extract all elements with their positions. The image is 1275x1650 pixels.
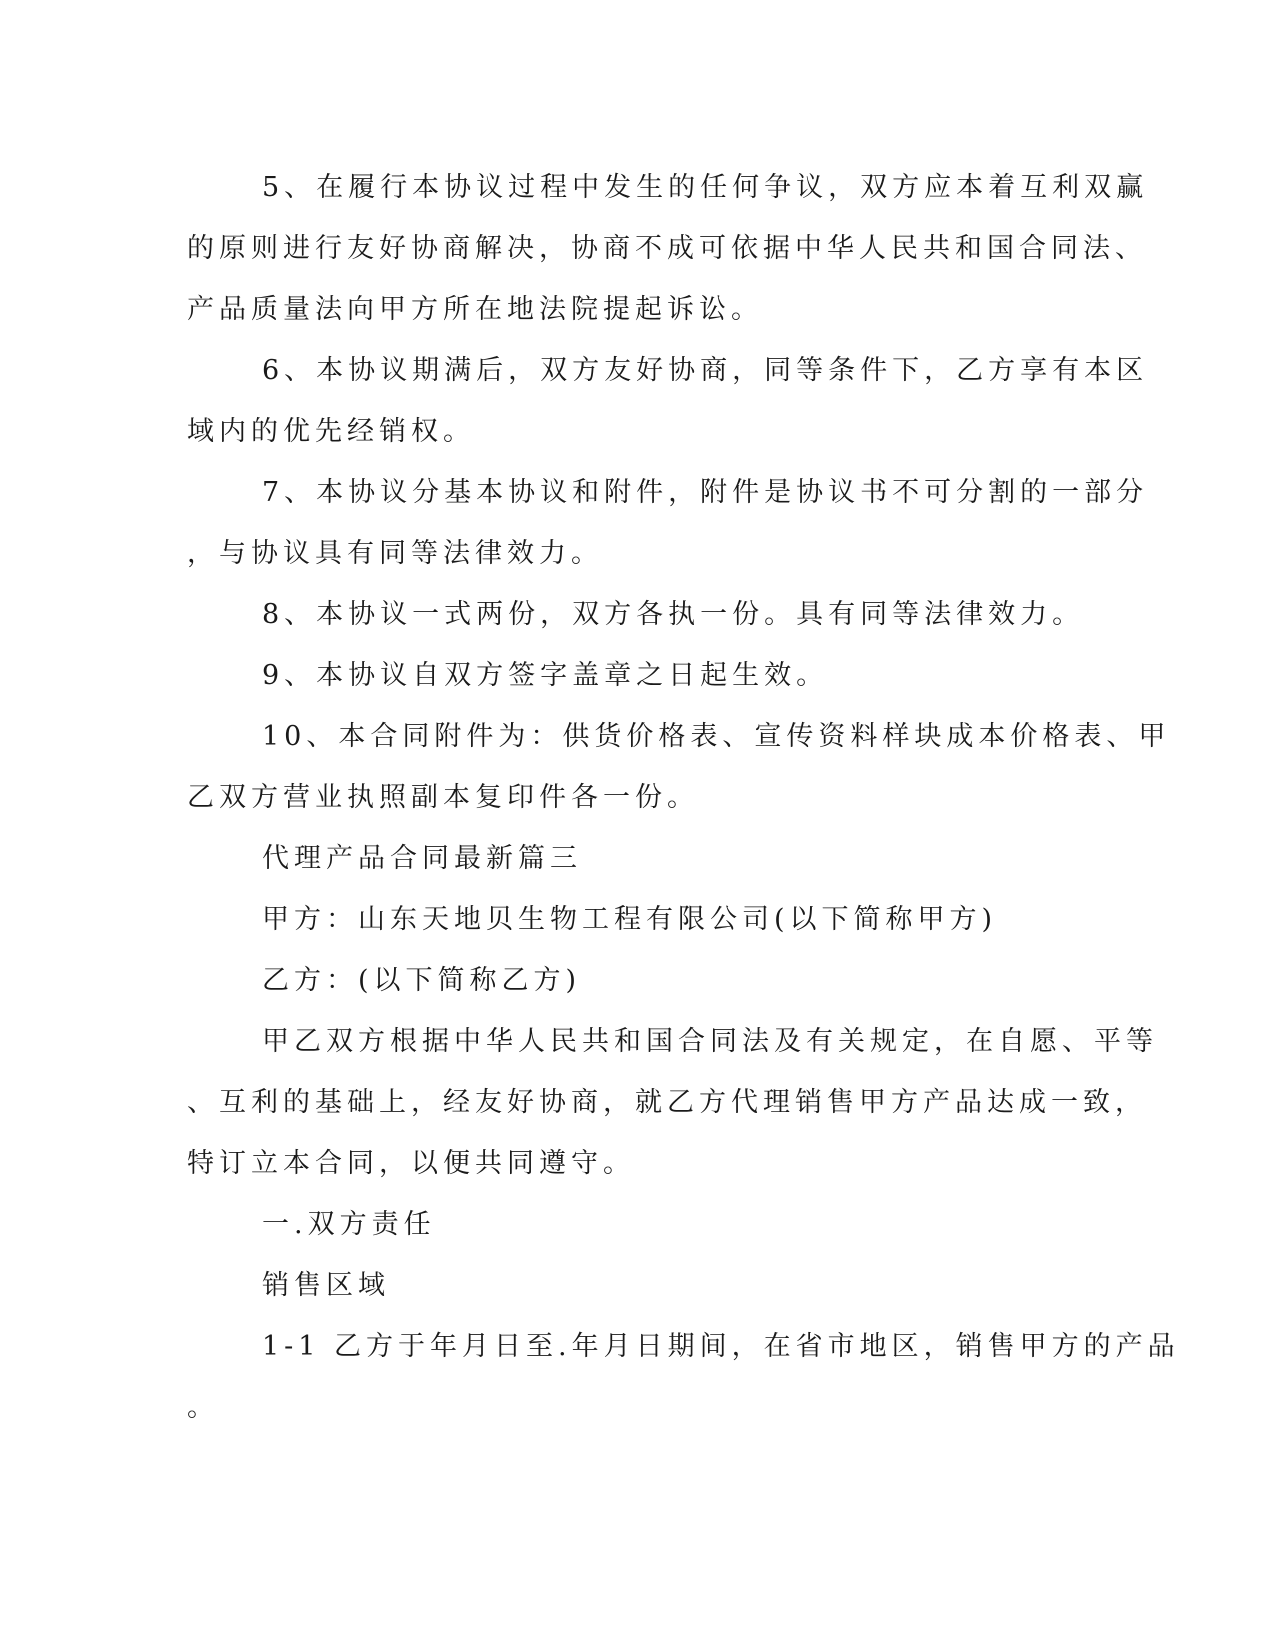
text-line: 域内的优先经销权。 — [187, 416, 475, 447]
text-line: 产品质量法向甲方所在地法院提起诉讼。 — [187, 294, 763, 325]
section-title: 代理产品合同最新篇三 — [262, 843, 582, 874]
subsection-heading: 销售区域 — [262, 1270, 390, 1301]
text-line: 。 — [187, 1392, 219, 1423]
text-line: 、互利的基础上，经友好协商，就乙方代理销售甲方产品达成一致， — [187, 1087, 1147, 1118]
text-line: 7、本协议分基本协议和附件，附件是协议书不可分割的一部分 — [262, 477, 1149, 508]
text-line: 甲乙双方根据中华人民共和国合同法及有关规定，在自愿、平等 — [262, 1026, 1158, 1057]
text-line: 特订立本合同，以便共同遵守。 — [187, 1148, 635, 1179]
text-line: 10、本合同附件为：供货价格表、宣传资料样块成本价格表、甲 — [262, 721, 1171, 752]
text-line: 9、本协议自双方签字盖章之日起生效。 — [262, 660, 829, 691]
text-line: 5、在履行本协议过程中发生的任何争议，双方应本着互利双赢 — [262, 172, 1149, 203]
section-heading: 一.双方责任 — [262, 1209, 436, 1240]
text-line: 6、本协议期满后，双方友好协商，同等条件下，乙方享有本区 — [262, 355, 1149, 386]
text-line: 的原则进行友好协商解决，协商不成可依据中华人民共和国合同法、 — [187, 233, 1147, 264]
text-line: 8、本协议一式两份，双方各执一份。具有同等法律效力。 — [262, 599, 1085, 630]
text-line: 甲方：山东天地贝生物工程有限公司(以下简称甲方) — [262, 904, 998, 935]
text-line: 乙方：(以下简称乙方) — [262, 965, 582, 996]
text-line: 1-1 乙方于年月日至.年月日期间，在省市地区，销售甲方的产品 — [262, 1331, 1180, 1362]
text-line: 乙双方营业执照副本复印件各一份。 — [187, 782, 699, 813]
text-line: ，与协议具有同等法律效力。 — [187, 538, 603, 569]
document-body — [187, 157, 1180, 1438]
